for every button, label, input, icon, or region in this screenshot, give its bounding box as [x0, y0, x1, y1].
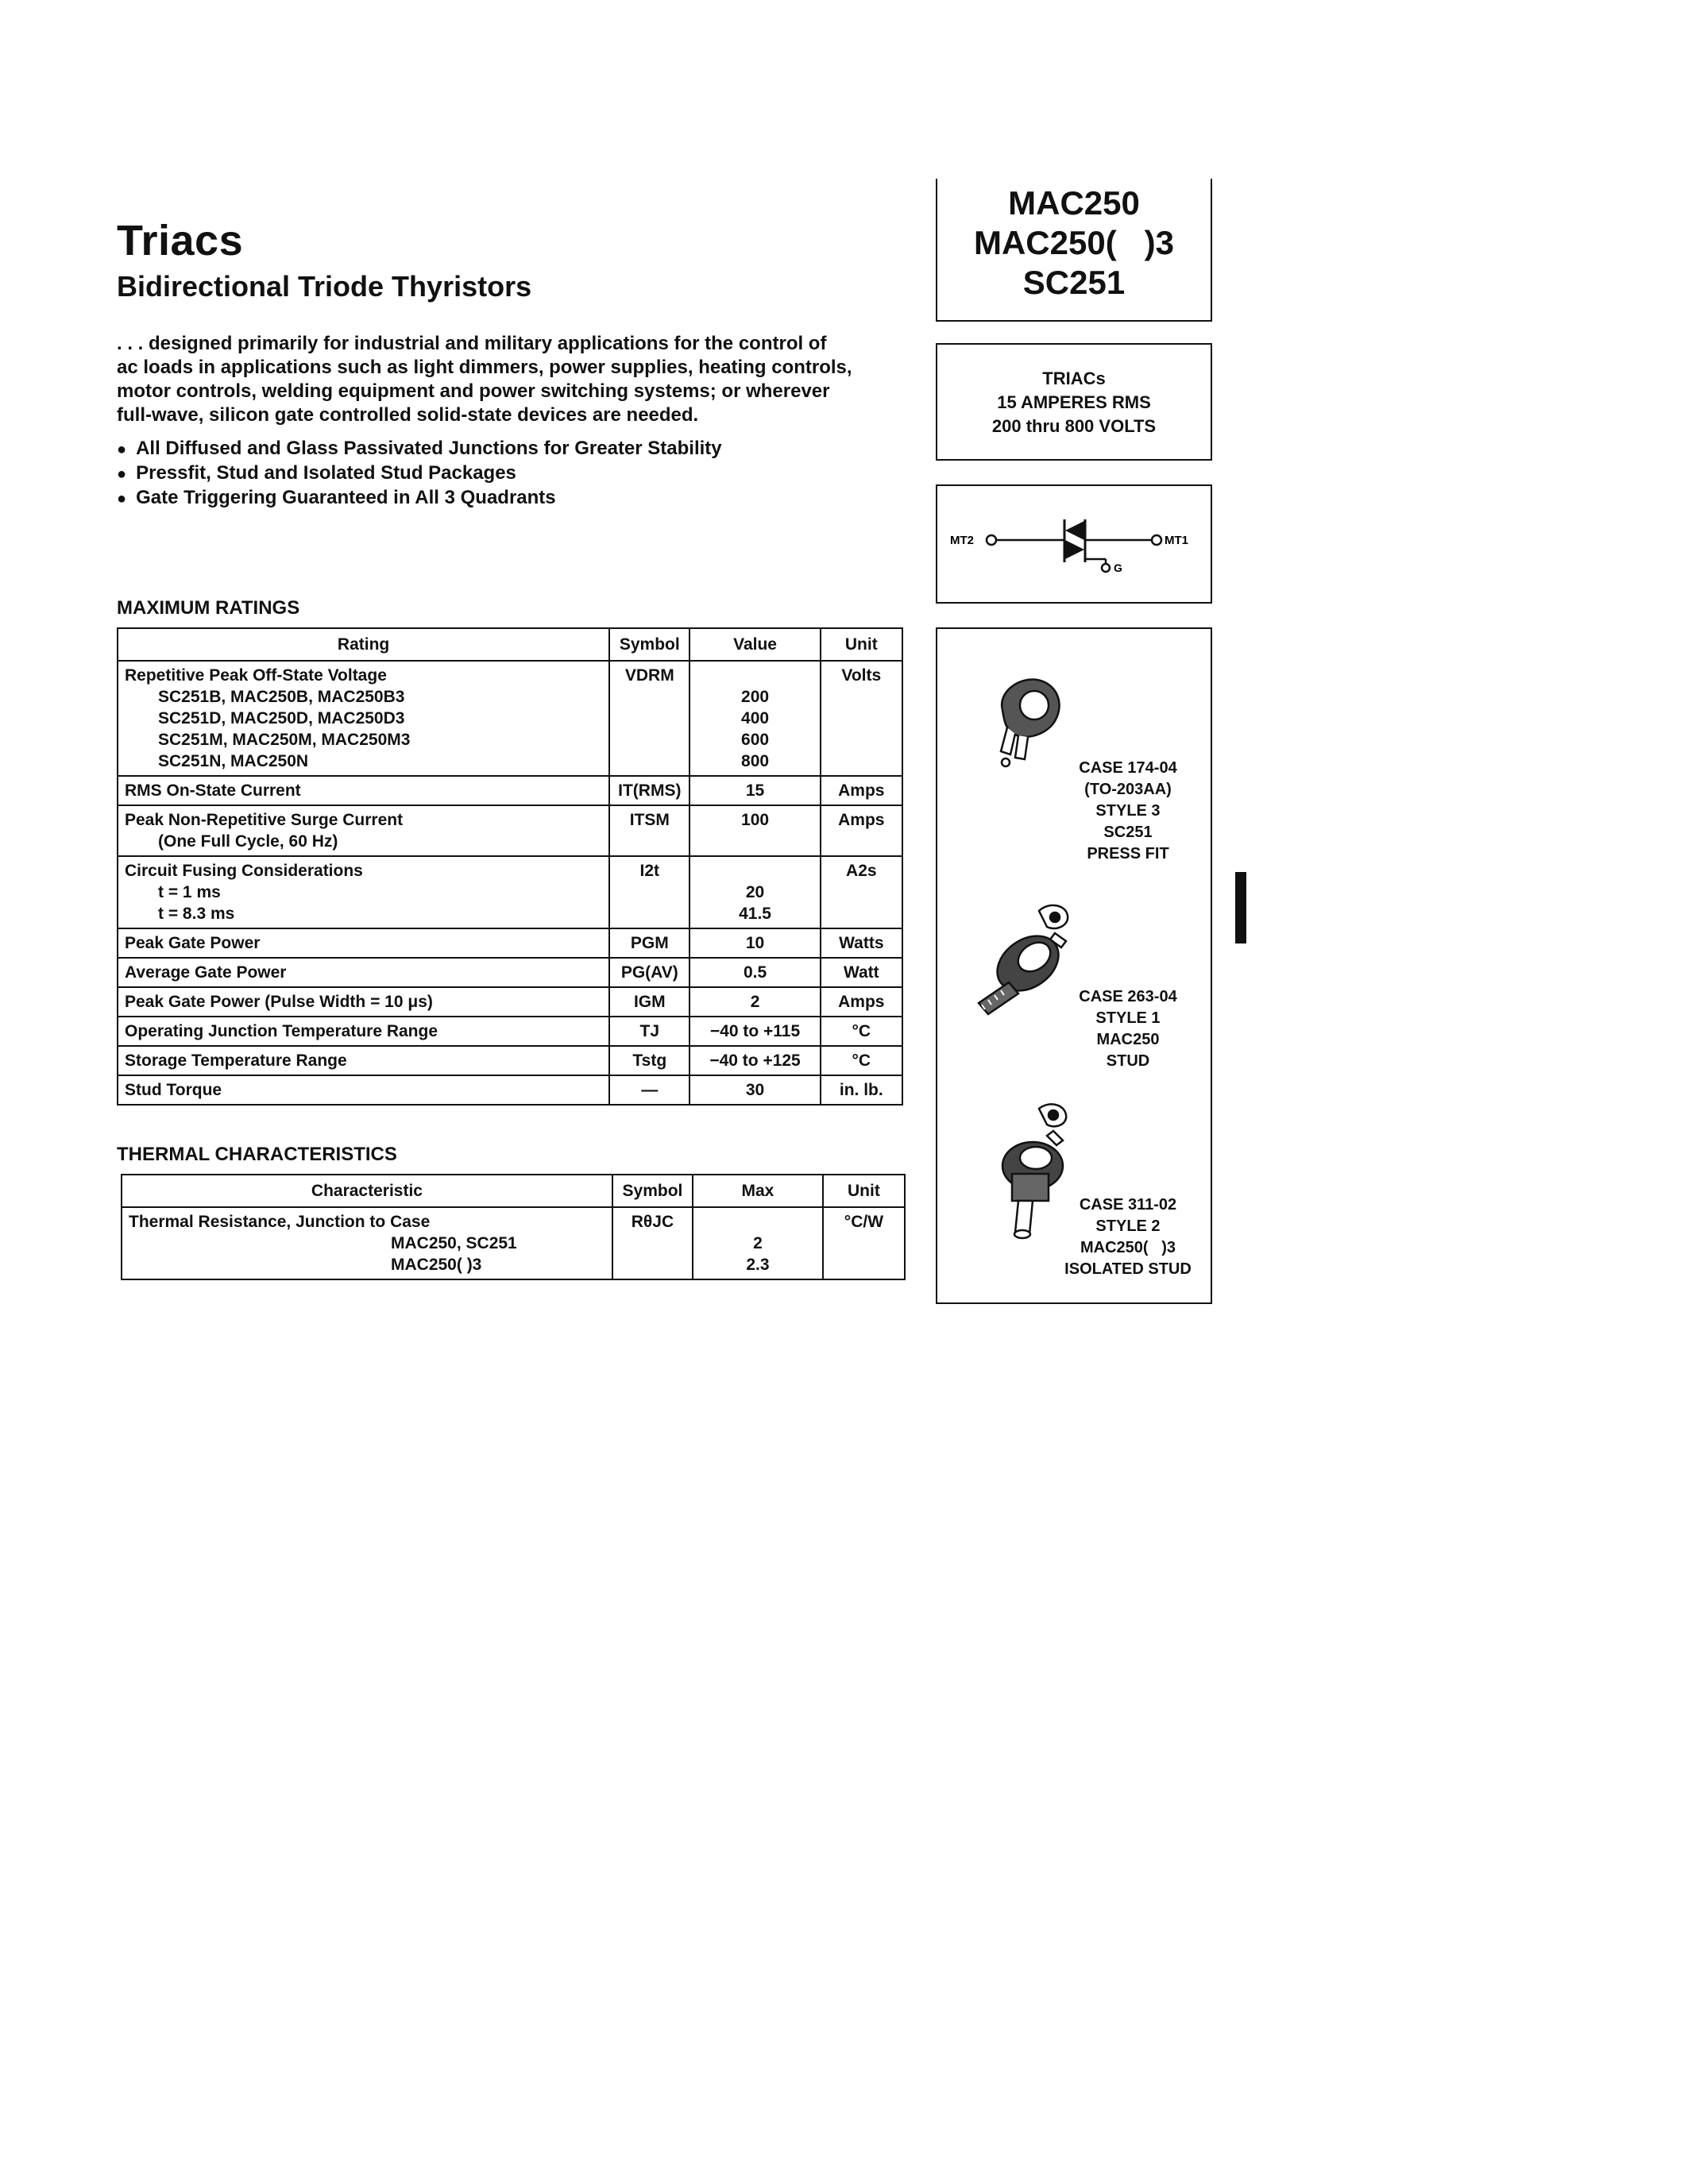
value-cell [693, 1207, 823, 1279]
value-text: 200 [741, 688, 770, 706]
rating-cell: Peak Gate Power (Pulse Width = 10 μs) [118, 987, 609, 1017]
summary-line: 200 thru 800 VOLTS [991, 416, 1157, 436]
value-cell: 0.5 [689, 958, 820, 987]
value-cell: 30 [689, 1075, 820, 1105]
max-ratings-table [117, 627, 903, 1106]
package-line: STUD [1106, 1052, 1150, 1070]
header-rating: Rating [118, 628, 609, 661]
value-text: 2 [753, 1234, 763, 1252]
package-label [1056, 1194, 1199, 1280]
header-characteristic: Characteristic [122, 1175, 612, 1207]
thermal-heading: THERMAL CHARACTERISTICS [117, 1144, 397, 1165]
unit-cell: Watt [821, 958, 902, 987]
rating-subtext: t = 1 ms [158, 883, 221, 901]
part-number: MAC250 [1008, 184, 1140, 222]
mt1-terminal [1152, 535, 1161, 545]
gate-label: G [1114, 561, 1122, 574]
section-marker-bar [1235, 872, 1246, 943]
table-row [118, 1017, 902, 1046]
value-cell: 10 [689, 928, 820, 958]
rating-subtext: t = 8.3 ms [158, 905, 235, 923]
part-number-box [936, 179, 1212, 322]
package-line: MAC250 [1096, 1031, 1160, 1048]
symbol-cell: Tstg [609, 1046, 689, 1075]
feature-list [117, 437, 871, 511]
description [117, 332, 871, 427]
value-text: 400 [741, 709, 770, 727]
symbol-cell: I2t [609, 856, 689, 928]
upper-triangle [1065, 521, 1084, 540]
mt2-terminal [987, 535, 996, 545]
table-header-row [122, 1175, 905, 1207]
header-value: Value [689, 628, 820, 661]
triac-symbol [937, 486, 1211, 602]
symbol-cell: ITSM [609, 805, 689, 856]
feature-item [117, 437, 871, 461]
package-line: SC251 [1103, 824, 1153, 841]
value-cell: 15 [689, 776, 820, 805]
package-line: MAC250( )3 [1080, 1239, 1176, 1256]
description-line: ac loads in applications such as light dimmers, power supplies, heating controls, [117, 357, 852, 378]
package-label [1056, 986, 1199, 1072]
rating-text: Peak Non-Repetitive Surge Current [125, 811, 404, 829]
symbol-cell: VDRM [609, 661, 689, 776]
unit-cell: Amps [821, 987, 902, 1017]
summary-box [936, 343, 1212, 461]
table-row [118, 805, 902, 856]
unit-cell: A2s [821, 856, 902, 928]
feature-item [117, 486, 871, 511]
description-line: . . . designed primarily for industrial and military applications for the control of [117, 333, 827, 354]
value-cell: 100 [689, 805, 820, 856]
rating-text: Thermal Resistance, Junction to Case [129, 1213, 431, 1231]
rating-subtext: SC251N, MAC250N [158, 752, 309, 770]
rating-subtext: MAC250, SC251 [391, 1234, 517, 1252]
header-symbol: Symbol [609, 628, 689, 661]
description-line: motor controls, welding equipment and power switching systems; or wherever [117, 380, 830, 402]
table-row [118, 856, 902, 928]
rating-subtext: SC251M, MAC250M, MAC250M3 [158, 731, 411, 749]
part-number: SC251 [1022, 264, 1126, 301]
table-header-row [118, 628, 902, 661]
header-unit: Unit [821, 628, 902, 661]
value-text: 2.3 [746, 1256, 770, 1274]
gate-terminal [1102, 564, 1110, 572]
table-row [118, 928, 902, 958]
description-line: full-wave, silicon gate controlled solid-state devices are needed. [117, 404, 699, 426]
unit-cell: Volts [821, 661, 902, 776]
value-cell: −40 to +115 [689, 1017, 820, 1046]
unit-cell: °C [821, 1046, 902, 1075]
schematic-symbol-box [936, 484, 1212, 604]
rating-text: Circuit Fusing Considerations [125, 862, 363, 880]
rating-cell: Operating Junction Temperature Range [118, 1017, 609, 1046]
rating-cell: Storage Temperature Range [118, 1046, 609, 1075]
summary-line: TRIACs [1042, 369, 1106, 388]
feature-text: All Diffused and Glass Passivated Junctions for Greater Stability [136, 438, 722, 459]
feature-text: Gate Triggering Guaranteed in All 3 Quadrants [136, 487, 556, 508]
max-ratings-heading: MAXIMUM RATINGS [117, 597, 300, 619]
table-row [118, 958, 902, 987]
page-subtitle: Bidirectional Triode Thyristors [117, 270, 532, 303]
symbol-cell: PG(AV) [609, 958, 689, 987]
value-text: 800 [741, 752, 770, 770]
package-label [1056, 758, 1199, 865]
symbol-cell: TJ [609, 1017, 689, 1046]
feature-item [117, 461, 871, 486]
symbol-cell: PGM [609, 928, 689, 958]
unit-cell: in. lb. [821, 1075, 902, 1105]
rating-cell [118, 661, 609, 776]
value-text: 20 [745, 883, 765, 901]
thermal-table [121, 1174, 906, 1280]
package-line: STYLE 3 [1095, 802, 1161, 820]
package-line: PRESS FIT [1087, 845, 1169, 862]
rating-subtext: (One Full Cycle, 60 Hz) [158, 832, 338, 851]
rating-subtext: MAC250( )3 [391, 1256, 482, 1274]
table-row [118, 776, 902, 805]
press-fit-package-drawing [987, 669, 1074, 772]
rating-subtext: SC251B, MAC250B, MAC250B3 [158, 688, 405, 706]
rating-cell: RMS On-State Current [118, 776, 609, 805]
package-line: CASE 311-02 [1079, 1196, 1177, 1214]
symbol-cell: RθJC [612, 1207, 693, 1279]
symbol-cell: IT(RMS) [609, 776, 689, 805]
package-line: CASE 174-04 [1079, 759, 1177, 777]
packages-box [936, 627, 1212, 1304]
symbol-cell: — [609, 1075, 689, 1105]
rating-cell: Stud Torque [118, 1075, 609, 1105]
rating-cell [118, 805, 609, 856]
unit-cell: °C [821, 1017, 902, 1046]
package-line: CASE 263-04 [1079, 988, 1177, 1005]
rating-text: Repetitive Peak Off-State Voltage [125, 666, 387, 685]
package-line: ISOLATED STUD [1064, 1260, 1192, 1278]
symbol-cell: IGM [609, 987, 689, 1017]
value-cell [689, 856, 820, 928]
header-max: Max [693, 1175, 823, 1207]
package-line: (TO-203AA) [1084, 781, 1172, 798]
rating-subtext: SC251D, MAC250D, MAC250D3 [158, 709, 405, 727]
unit-cell: Amps [821, 776, 902, 805]
package-line: STYLE 2 [1095, 1217, 1161, 1235]
feature-text: Pressfit, Stud and Isolated Stud Packages [136, 462, 516, 484]
table-row [122, 1207, 905, 1279]
unit-cell: Watts [821, 928, 902, 958]
value-text: 600 [741, 731, 770, 749]
table-row [118, 1046, 902, 1075]
table-row [118, 1075, 902, 1105]
value-text: 41.5 [739, 905, 771, 923]
rating-cell [118, 856, 609, 928]
table-row [118, 661, 902, 776]
value-cell: 2 [689, 987, 820, 1017]
table-row [118, 987, 902, 1017]
header-unit: Unit [823, 1175, 905, 1207]
value-cell: −40 to +125 [689, 1046, 820, 1075]
summary-line: 15 AMPERES RMS [997, 392, 1151, 412]
unit-cell: Amps [821, 805, 902, 856]
header-symbol: Symbol [612, 1175, 693, 1207]
rating-cell [122, 1207, 612, 1279]
value-cell [689, 661, 820, 776]
part-number: MAC250( )3 [973, 224, 1175, 261]
lower-triangle [1065, 540, 1084, 559]
page-title: Triacs [117, 217, 244, 264]
mt2-label: MT2 [950, 534, 974, 547]
mt1-label: MT1 [1165, 534, 1188, 547]
unit-cell: °C/W [823, 1207, 905, 1279]
package-line: STYLE 1 [1095, 1009, 1161, 1027]
rating-cell: Average Gate Power [118, 958, 609, 987]
rating-cell: Peak Gate Power [118, 928, 609, 958]
